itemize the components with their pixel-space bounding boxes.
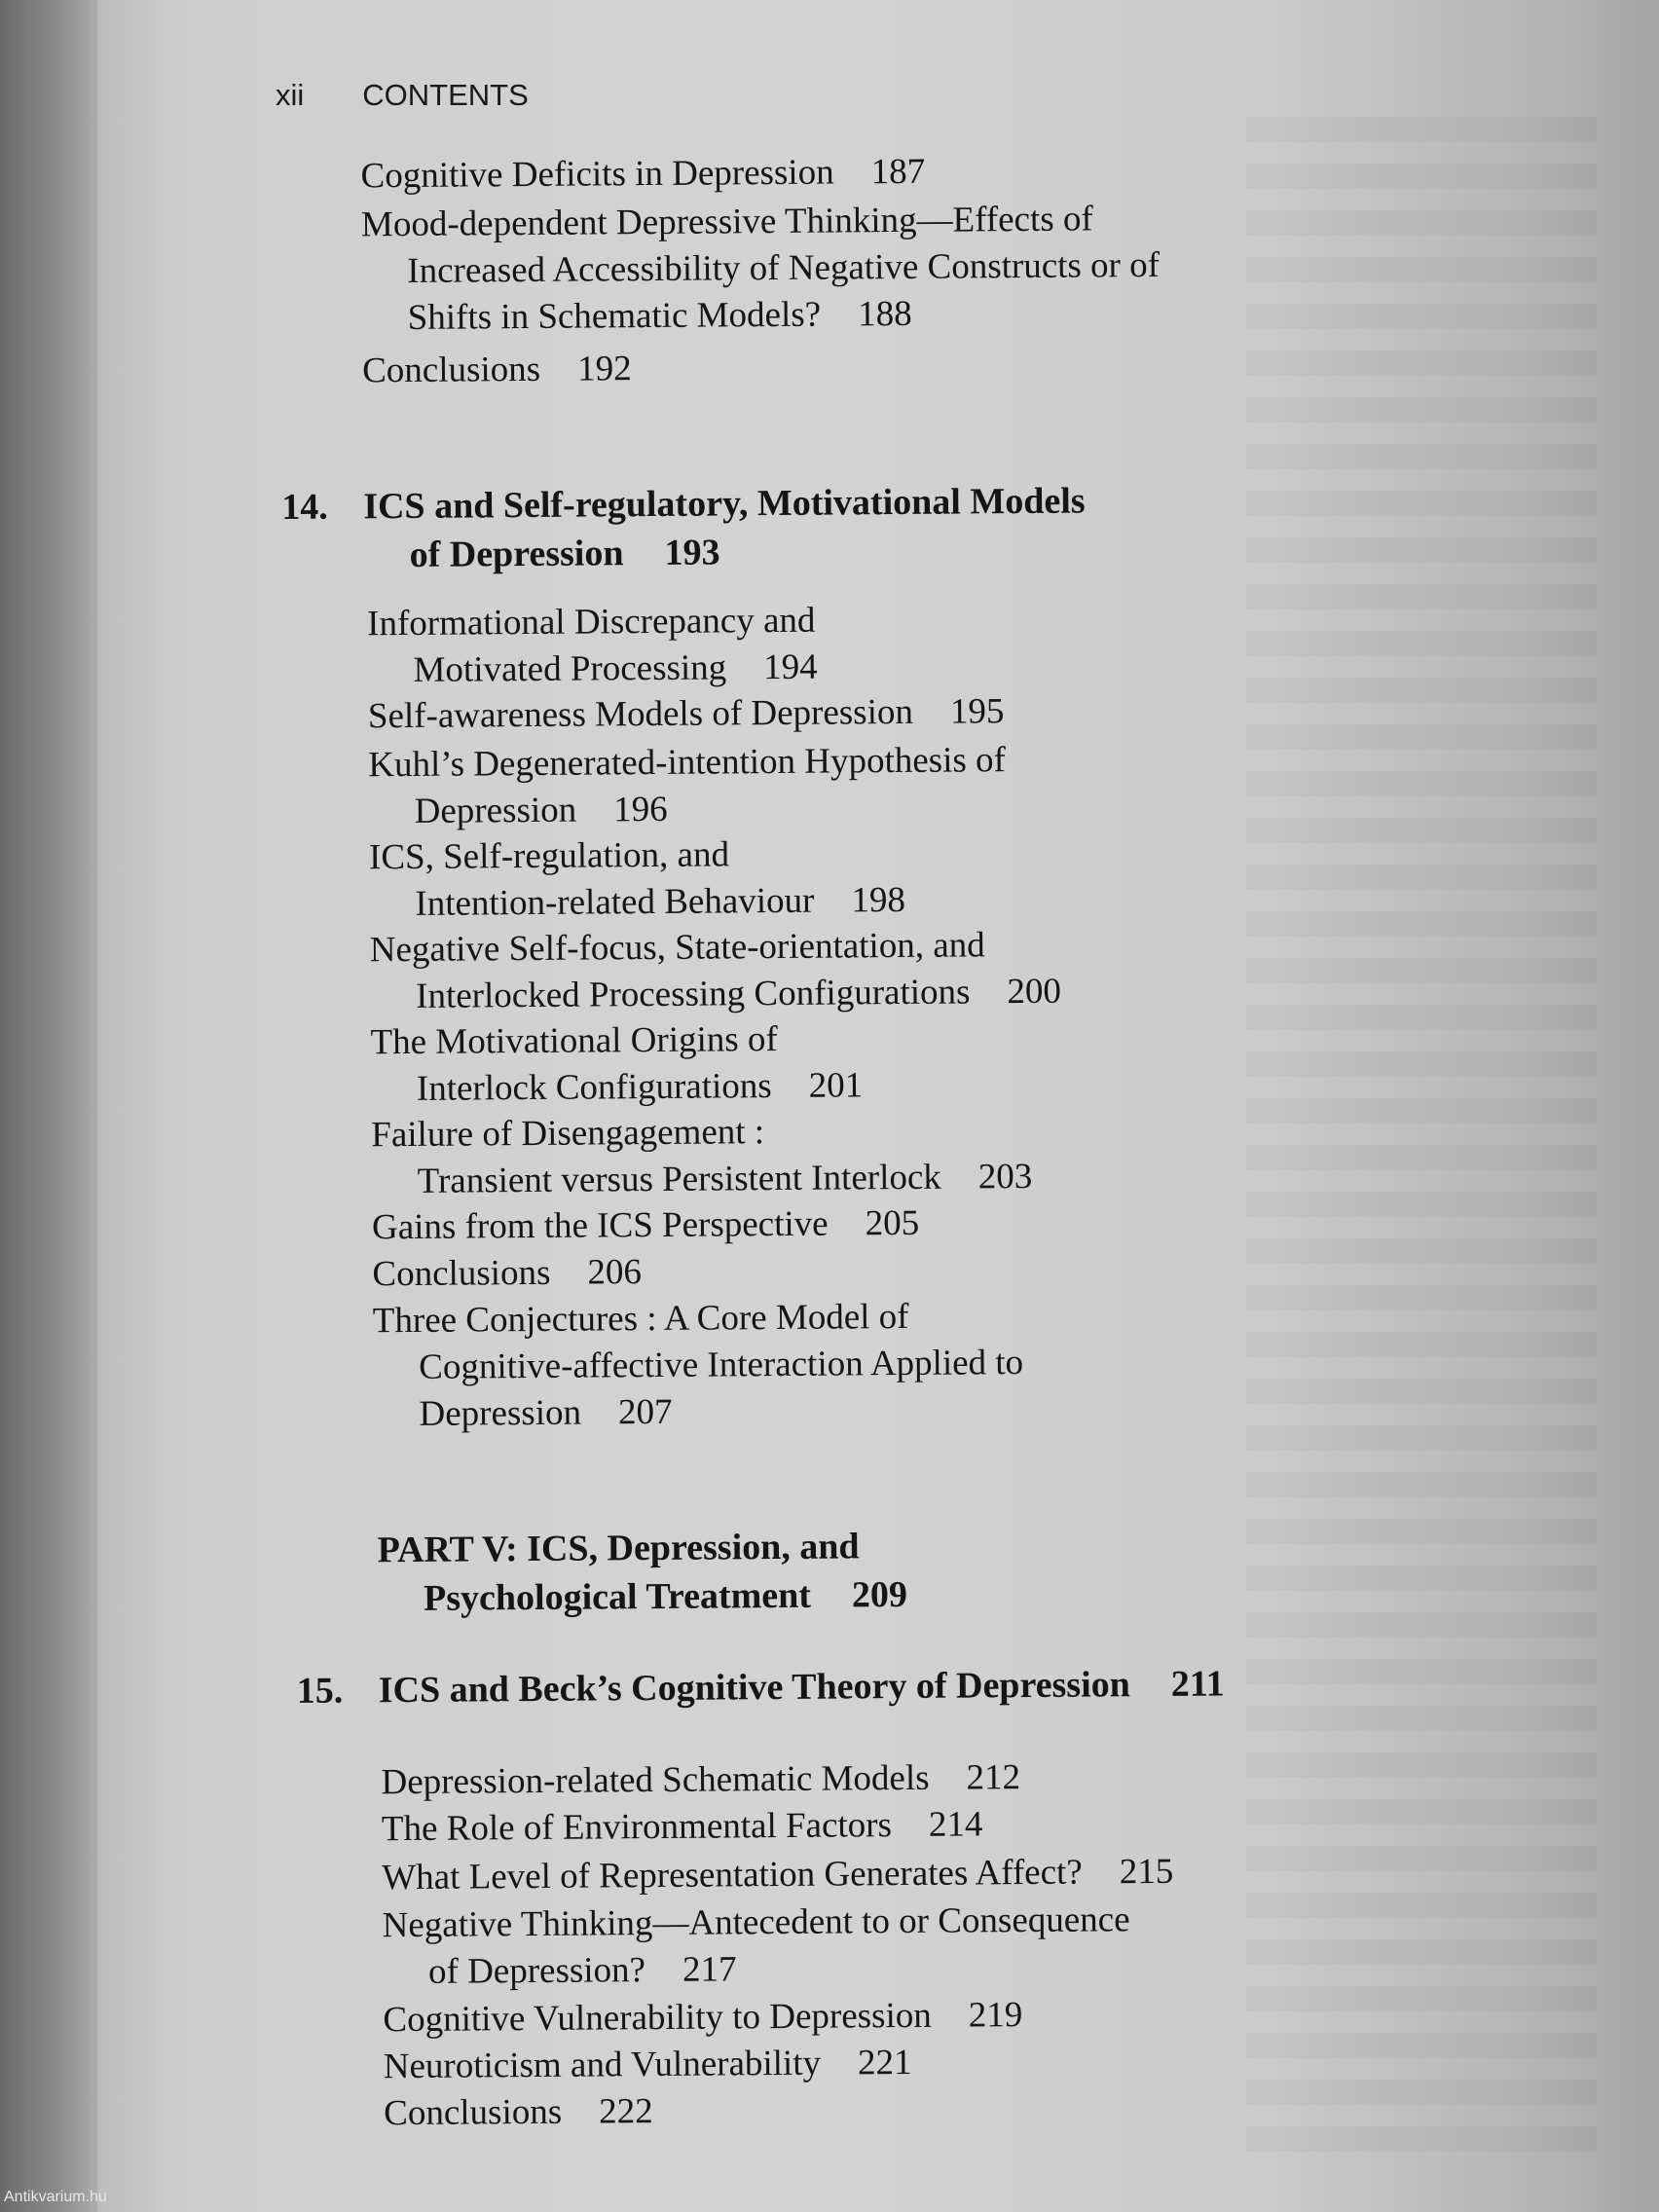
toc-entry-title-cont: Interlocked Processing Configurations: [416, 972, 971, 1016]
toc-entry: [362, 346, 632, 394]
toc-entry-title: ICS, Self-regulation, and: [368, 834, 730, 878]
toc-entry-title: The Motivational Origins of: [370, 1019, 778, 1063]
toc-entry-title: Three Conjectures : A Core Model of: [372, 1296, 909, 1342]
toc-entry-title: Cognitive Vulnerability to Depression: [383, 1995, 932, 2041]
toc-entry-title-cont: of Depression?: [427, 1950, 646, 1992]
toc-entry: [381, 1754, 1020, 1806]
chapter-page: 193: [664, 532, 720, 573]
running-head-title: CONTENTS: [362, 78, 529, 112]
toc-entry-title: Conclusions: [372, 1252, 551, 1295]
toc-entry-title: Neuroticism and Vulnerability: [383, 2043, 822, 2087]
toc-entry: [384, 2088, 653, 2137]
toc-entry: [369, 830, 905, 928]
toc-entry: [368, 688, 1005, 740]
toc-entry-page: 221: [857, 2042, 912, 2083]
toc-entry: [372, 1200, 919, 1251]
toc-entry-page: 201: [808, 1065, 864, 1106]
toc-entry-page: 200: [1007, 971, 1062, 1013]
toc-entry-page: 222: [598, 2091, 653, 2132]
toc-entry-title: Informational Discrepancy and: [367, 600, 816, 645]
toc-entry-title: Conclusions: [361, 349, 541, 391]
toc-entry-title-cont: Transient versus Persistent Interlock: [417, 1157, 941, 1201]
chapter-number: 14.: [281, 486, 328, 528]
toc-entry: [367, 598, 818, 695]
toc-entry-title-cont: Motivated Processing: [413, 647, 727, 690]
toc-entry: [360, 149, 925, 201]
toc-entry-title: Cognitive Deficits in Depression: [360, 152, 834, 197]
toc-entry-page: 214: [928, 1804, 983, 1845]
toc-entry-page: 212: [966, 1757, 1021, 1798]
chapter-title: ICS and Self-regulatory, Motivational Models: [363, 480, 1086, 528]
part-heading: [377, 1522, 907, 1623]
toc-entry: [370, 922, 1062, 1021]
chapter-title-cont: of Depression: [409, 533, 624, 575]
toc-entry-title: The Role of Environmental Factors: [381, 1805, 893, 1850]
chapter-number: 15.: [296, 1670, 344, 1712]
chapter-heading: [281, 477, 1086, 580]
toc-entry: [368, 737, 1006, 835]
watermark: Antikvarium.hu: [4, 2189, 107, 2205]
toc-entry-page: 206: [587, 1252, 643, 1293]
toc-entry-page: 188: [857, 293, 912, 335]
toc-entry: [370, 1015, 863, 1113]
toc-entry-page: 207: [617, 1391, 673, 1433]
toc-entry: [371, 1107, 1032, 1205]
toc-entry-title: Conclusions: [384, 2091, 563, 2134]
toc-entry: [384, 2040, 912, 2090]
folio: xii: [276, 78, 305, 112]
toc-entry-page: 205: [865, 1202, 920, 1244]
toc-entry-title: Failure of Disengagement :: [371, 1112, 765, 1156]
toc-entry-page: 215: [1119, 1851, 1174, 1893]
toc-entry-page: 217: [682, 1949, 737, 1990]
toc-entry-title: Gains from the ICS Perspective: [371, 1203, 829, 1248]
toc-entry-page: 195: [949, 691, 1005, 732]
part-title-cont: Psychological Treatment: [423, 1574, 812, 1619]
toc-entry-page: 192: [576, 349, 632, 389]
toc-entry-title: Kuhl’s Degenerated-intention Hypothesis of: [368, 740, 1007, 786]
toc-entry-title: Negative Self-focus, State-orientation, and: [369, 925, 985, 971]
toc-entry-title-cont: Increased Accessibility of Negative Constructs or of: [407, 244, 1161, 291]
toc-entry-title-cont: Shifts in Schematic Models?: [407, 294, 822, 338]
toc-entry: [361, 196, 1161, 342]
toc-entry-title-cont: Depression: [419, 1392, 582, 1434]
toc-entry-title-cont: Interlock Configurations: [416, 1066, 772, 1109]
chapter-heading: [296, 1659, 1225, 1714]
toc-entry: [372, 1249, 642, 1298]
toc-entry-page: 194: [763, 646, 818, 688]
toc-entry-page: 187: [870, 151, 926, 193]
toc-entry-title-cont: Depression: [414, 790, 577, 831]
toc-entry-title: Negative Thinking—Antecedent to or Consequence: [382, 1899, 1130, 1946]
chapter-page: 211: [1170, 1663, 1225, 1705]
toc-entry-page: 203: [977, 1156, 1033, 1198]
toc-entry-title: Self-awareness Models of Depression: [367, 691, 914, 737]
toc-entry-page: 198: [851, 879, 906, 921]
toc-entry-page: 196: [612, 789, 668, 830]
part-title: PART V: ICS, Depression, and: [377, 1526, 860, 1571]
toc-entry: [382, 1849, 1173, 1901]
toc-entry-title: Mood-dependent Depressive Thinking—Effects of: [360, 199, 1093, 245]
toc-entry-title-cont: Cognitive-affective Interaction Applied to: [419, 1343, 1024, 1387]
toc-entry-page: 219: [968, 1995, 1023, 2036]
chapter-title: ICS and Beck’s Cognitive Theory of Depression: [378, 1664, 1130, 1712]
toc-entry-title-cont: Intention-related Behaviour: [415, 880, 815, 924]
toc-entry: [382, 1801, 983, 1853]
toc-entry: [382, 1897, 1130, 1996]
part-page: 209: [851, 1573, 908, 1616]
toc-entry-title: What Level of Representation Generates Affect?: [382, 1852, 1083, 1899]
toc-entry: [383, 1992, 1022, 2044]
toc-entry: [373, 1293, 1024, 1438]
toc-entry-title: Depression-related Schematic Models: [381, 1757, 930, 1803]
